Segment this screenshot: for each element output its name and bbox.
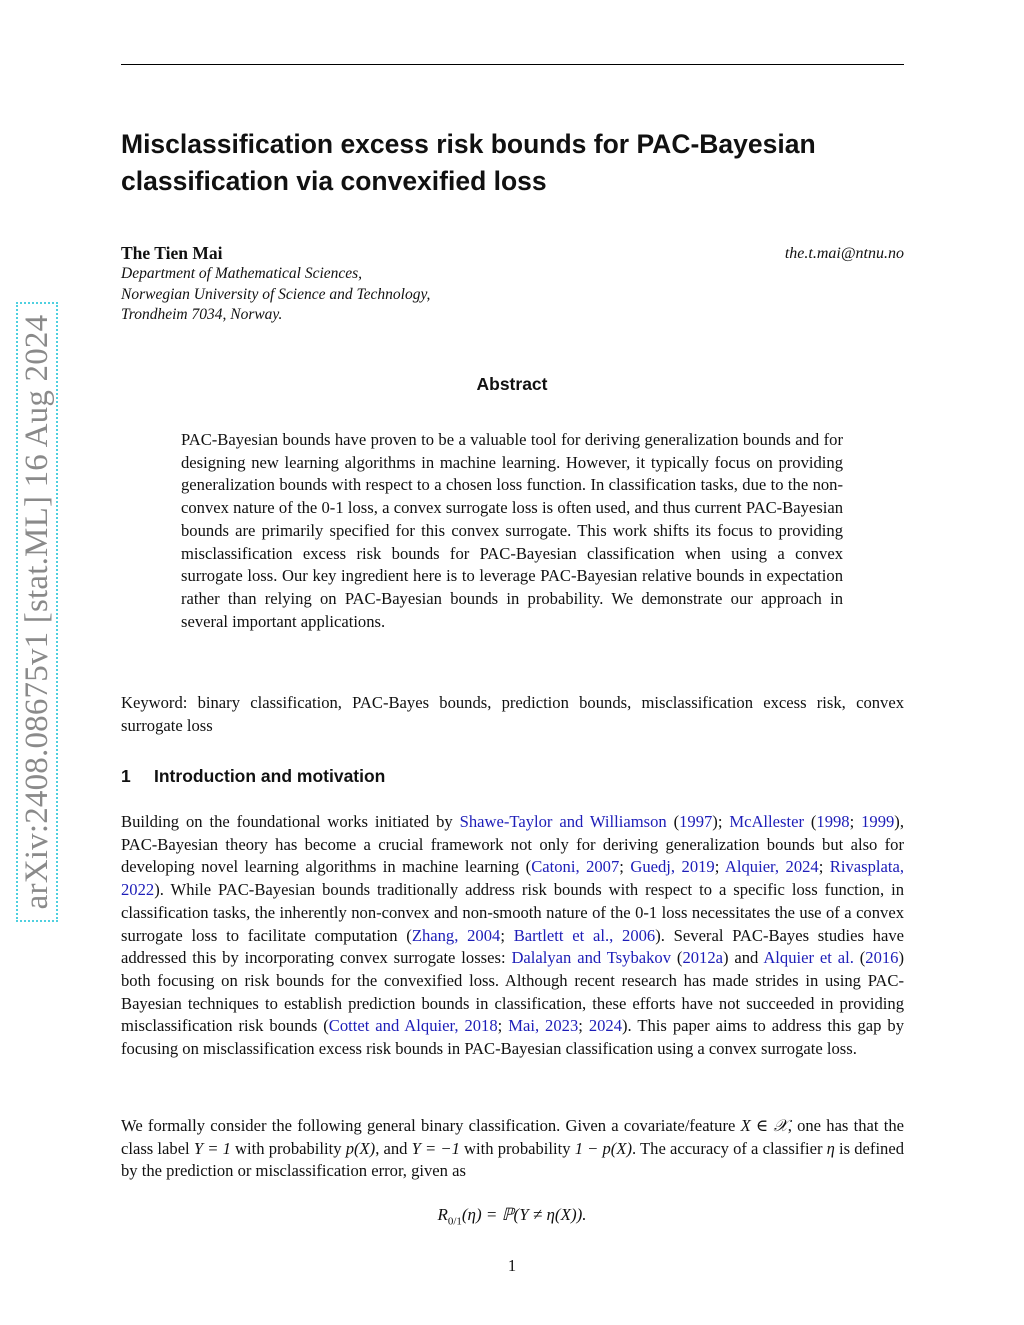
intro-paragraph-1 [121,811,904,1061]
text-run: ; [497,1016,509,1036]
equation-argument: (η) [461,1205,482,1224]
text-run: ; [500,925,514,945]
citation-link[interactable]: Zhang, 2004 [411,925,501,945]
text-run: ; [619,857,631,877]
abstract-heading: Abstract [476,374,548,394]
citation-link[interactable]: 1997 [679,812,713,831]
citation-link[interactable]: Alquier et al. [763,948,854,968]
display-equation [0,1203,1024,1233]
section-heading [121,764,385,788]
affiliation-line: Department of Mathematical Sciences, [121,265,363,282]
text-run: We formally consider the following general binary classification. Given a covariate/feature [121,1116,741,1135]
page-number: 1 [507,1256,517,1275]
text-run: . The accuracy of a classifier [632,1138,827,1158]
math-inline: Y = −1 [411,1138,460,1158]
math-inline: Y = 1 [193,1138,231,1158]
section-title: Introduction and motivation [154,766,386,786]
paper-title: Misclassification excess risk bounds for PAC-Bayesian classification via convexified loss [121,129,816,196]
section-number: 1 [121,766,131,786]
text-run: ( [671,948,683,968]
header-rule [121,64,904,65]
text-run: ; [714,857,725,877]
text-run: is defined by the prediction or misclassification error, given as [121,1138,905,1181]
math-inline: X ∈ 𝒳 [740,1116,788,1135]
citation-link[interactable]: Alquier, 2024 [724,857,819,877]
citation-link[interactable]: Catoni, 2007 [531,857,620,877]
equation-subscript: 0/1 [447,1215,462,1228]
author-email: the.t.mai@ntnu.no [784,245,904,262]
text-run: ). This paper aims to address this gap by focusing on misclassification excess risk bounds in PAC-Bayesian classification using a convex surrogate loss. [121,1016,904,1059]
text-run: ( [803,812,817,831]
text-run: ) both focusing on risk bounds for the convexified loss. Although recent research has made strides in using PAC-Bayesian techniques to establish prediction bounds in classification, these efforts have not succeeded in providing misclassification risk bounds ( [121,948,904,1036]
citation-link[interactable]: 2016 [865,948,899,968]
text-run: ( [666,812,680,831]
text-run: ( [853,948,866,968]
arxiv-identifier-stamp: arXiv:2408.08675v1 [stat.ML] 16 Aug 2024 [16,302,58,922]
affiliation-line: Trondheim 7034, Norway. [121,306,283,323]
equation-rhs: = ℙ(Y ≠ η(X)). [481,1205,587,1224]
citation-link[interactable]: 1998 [816,812,850,831]
text-run: ; [849,812,862,831]
abstract-text: PAC-Bayesian bounds have proven to be a valuable tool for deriving generalization bounds and for designing new learning algorithms in machine learning. However, it typically focus on providing generalization bounds with respect to a chosen loss function. In classification tasks, due to the non-convex nature of the 0-1 loss, a convex surrogate loss is often used, and thus current PAC-Bayesian bounds are primarily specified for this convex surrogate. This work shifts its focus to providing misclassification excess risk bounds for PAC-Bayesian classification when using a convex surrogate loss. Our key ingredient here is to leverage PAC-Bayesian relative bounds in expectation rather than relying on PAC-Bayesian bounds in probability. We demonstrate our approach in several important applications. [181,430,843,631]
citation-link[interactable]: 2012a [682,948,723,968]
text-run: ); [712,812,730,831]
citation-link[interactable]: Cottet and Alquier, 2018 [328,1016,498,1036]
text-run: ) and [723,948,764,968]
author-name: The Tien Mai [121,243,223,263]
math-inline: p(X) [345,1138,376,1158]
citation-link[interactable]: Dalalyan and Tsybakov [511,948,672,968]
keywords: Keyword: binary classification, PAC-Bayes bounds, prediction bounds, misclassification excess risk, convex surrogate loss [121,693,904,735]
equation-symbol: R [437,1205,448,1224]
citation-link[interactable]: Bartlett et al., 2006 [513,925,656,945]
text-run: , and [375,1138,412,1158]
affiliation-line: Norwegian University of Science and Technology, [121,285,431,303]
citation-link[interactable]: McAllester [729,812,804,831]
citation-link[interactable]: Rivasplata, 2022 [121,857,904,900]
math-inline: 1 − p(X) [574,1138,632,1158]
text-run: Building on the foundational works initiated by [121,812,460,831]
citation-link[interactable]: 1999 [861,812,895,831]
text-run: ). Several PAC-Bayes studies have addressed this by incorporating convex surrogate losses: [121,925,904,968]
text-run: , one has that the class label [121,1116,904,1158]
text-run: ; [578,1016,589,1036]
citation-link[interactable]: Shawe-Taylor and Williamson [459,812,667,831]
citation-link[interactable]: Mai, 2023 [508,1016,579,1036]
text-run: ; [818,857,830,877]
text-run: with probability [230,1138,346,1158]
author-affiliation [121,264,430,326]
math-inline: η [826,1138,835,1158]
text-run: ), PAC-Bayesian theory has become a crucial framework not only for deriving generalization bounds but also for developing novel learning algorithms in machine learning ( [121,812,904,877]
text-run: ). While PAC-Bayesian bounds traditionally address risk bounds with respect to a specific loss function, in classification tasks, the inherently non-convex and non-smooth nature of the 0-1 loss necessitates the use of a convex surrogate loss to facilitate computation ( [121,880,904,945]
text-run: with probability [459,1138,575,1158]
citation-link[interactable]: 2024 [588,1016,623,1036]
citation-link[interactable]: Guedj, 2019 [630,857,715,877]
intro-paragraph-2 [121,1115,904,1183]
